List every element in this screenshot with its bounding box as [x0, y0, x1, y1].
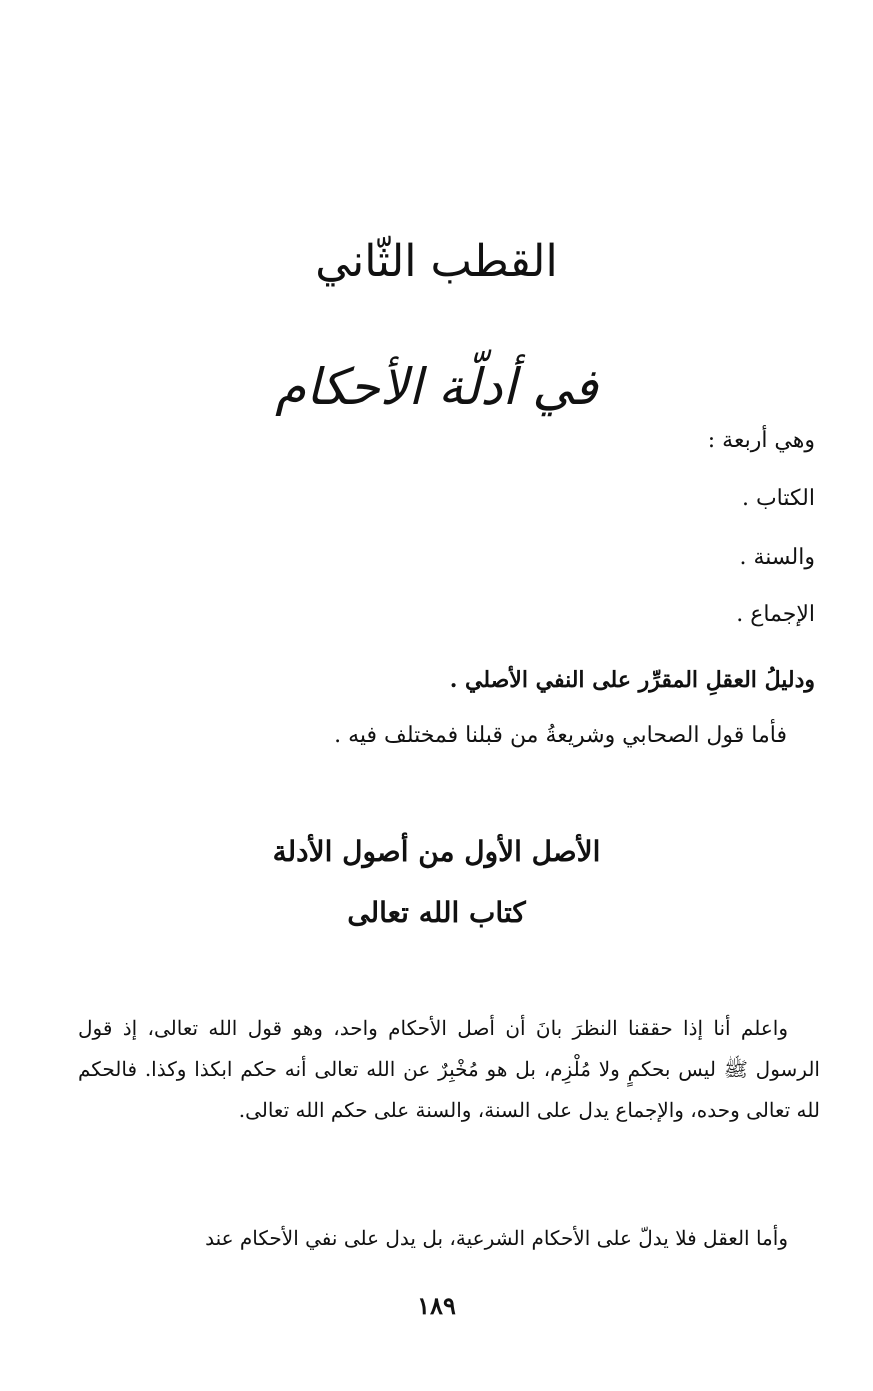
part-heading: القطب الثّاني [315, 236, 558, 287]
subject-heading: في أدلّة الأحكام [275, 358, 598, 416]
section-title: الأصل الأول من أصول الأدلة [272, 835, 601, 868]
list-item-consensus: الإجماع . [736, 602, 815, 627]
list-item-sunnah: والسنة . [739, 545, 815, 570]
page-number: ١٨٩ [417, 1291, 456, 1320]
body-paragraph: واعلم أنا إذا حققنا النظرَ بانَ أن أصل الأحكام واحد، وهو قول الله تعالى، إذ قول الرسول ﷺ ليس بحكمٍ ولا مُلْزِم، بل هو مُخْبِرٌ عن الله تعالى أنه حكم ابكذا وكذا. فالحكم لله تعالى وحده، والإجماع يدل على السنة، والسنة على حكم الله تعالى. [78, 1016, 820, 1122]
list-item-reason: ودليلُ العقلِ المقرِّر على النفي الأصلي . [449, 667, 815, 693]
count-line: وهي أربعة : [707, 428, 815, 453]
body-paragraph: وأما العقل فلا يدلّ على الأحكام الشرعية، بل يدل على نفي الأحكام عند [205, 1226, 788, 1250]
section-subtitle: كتاب الله تعالى [347, 896, 526, 929]
list-item-book: الكتاب . [741, 486, 815, 511]
disputed-sources-line: فأما قول الصحابي وشريعةُ من قبلنا فمختلف فيه . [334, 723, 787, 748]
